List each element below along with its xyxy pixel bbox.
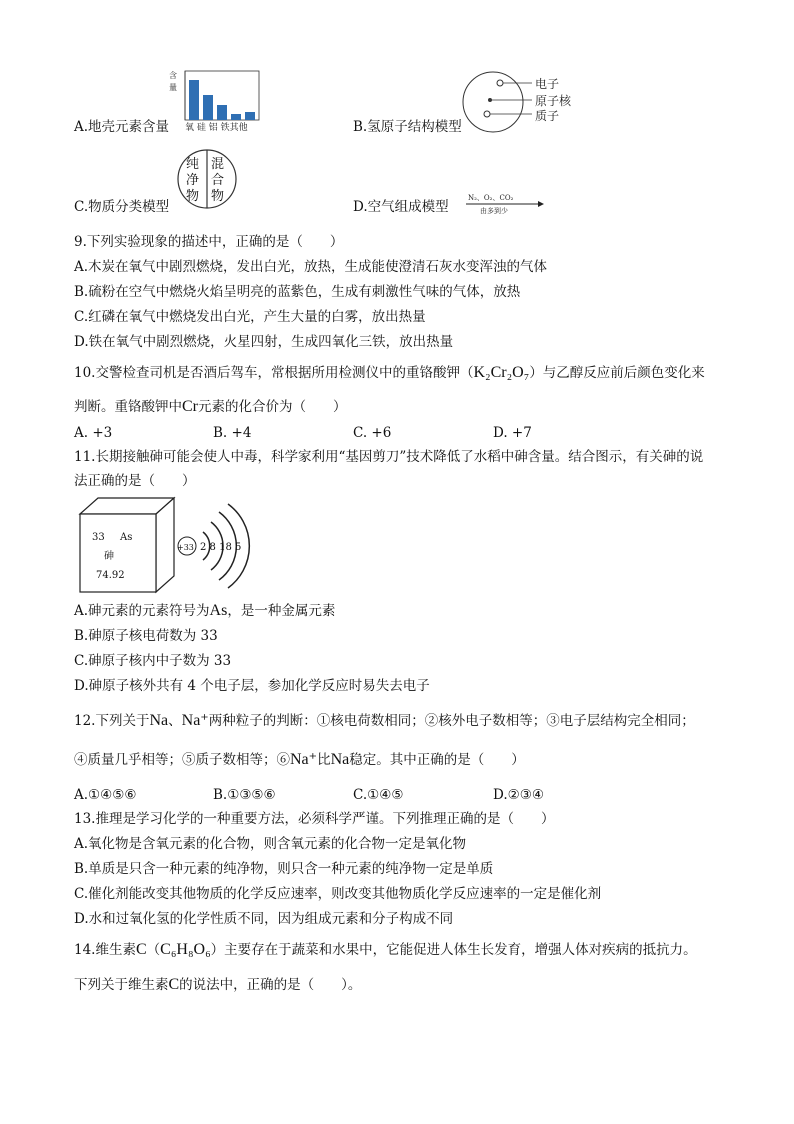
q11-option-d: D.砷原子核外共有 4 个电子层，参加化学反应时易失去电子 xyxy=(74,678,430,694)
chart-xlabel: 氧 硅 铝 铁其他 xyxy=(185,123,248,133)
svg-text:量: 量 xyxy=(169,83,177,92)
q13-option-d: D.水和过氧化氢的化学性质不同，因为组成元素和分子构成不同 xyxy=(74,911,454,927)
arsenic-shell-diagram xyxy=(172,500,252,594)
nucleus-charge: +33 xyxy=(177,543,194,552)
hydrogen-atom-model xyxy=(460,70,580,134)
option-d-label: D.空气组成模型 xyxy=(353,199,449,215)
q10-option-a: A. +3 xyxy=(74,425,113,441)
bar-硅 xyxy=(203,95,213,120)
q12-option-d: D.②③④ xyxy=(493,787,544,803)
q13-stem: 13.推理是学习化学的一种重要方法，必须科学严谨。下列推理正确的是（ ） xyxy=(74,811,555,827)
q14-stem-line2: 下列关于维生素C的说法中，正确的是（ ）。 xyxy=(74,976,362,993)
element-symbol: As xyxy=(120,532,133,543)
q11-option-c: C.砷原子核内中子数为 33 xyxy=(74,653,232,669)
q9-option-a: A.木炭在氧气中剧烈燃烧，发出白光，放热，生成能使澄清石灰水变浑浊的气体 xyxy=(74,259,548,275)
element-name: 砷 xyxy=(104,551,114,562)
air-gases: N₂、O₂、CO₂ xyxy=(468,194,514,202)
q11-stem-line1: 11.长期接触砷可能会使人中毒，科学家利用“基因剪刀”技术降低了水稻中砷含量。结合图示，有关砷的说 xyxy=(74,449,704,465)
svg-text:物: 物 xyxy=(186,189,200,204)
bar-铝 xyxy=(217,105,227,120)
q14-formula: C₆H₈O₆ xyxy=(160,941,211,958)
svg-text:合: 合 xyxy=(211,173,225,188)
option-a-label: A.地壳元素含量 xyxy=(74,119,170,135)
q11-option-b: B.砷原子核电荷数为 33 xyxy=(74,628,218,644)
q12-option-b: B.①③⑤⑥ xyxy=(213,787,276,803)
bar-氧 xyxy=(189,80,199,120)
svg-text:混: 混 xyxy=(211,157,225,172)
q12-option-c: C.①④⑤ xyxy=(353,787,404,803)
q10-option-d: D. +7 xyxy=(493,425,532,441)
q9-option-c: C.红磷在氧气中燃烧发出白光，产生大量的白雾，放出热量 xyxy=(74,309,426,325)
atom-label-nucleus: 原子核 xyxy=(535,94,572,108)
q10-stem-line2: 判断。重铬酸钾中Cr元素的化合价为（ ） xyxy=(74,398,347,415)
atom-label-proton: 质子 xyxy=(535,109,560,123)
arsenic-element-cube xyxy=(78,496,178,596)
air-composition-arrow xyxy=(464,192,544,218)
q9-option-d: D.铁在氧气中剧烈燃烧，火星四射，生成四氧化三铁，放出热量 xyxy=(74,334,454,350)
q12-option-a: A.①④⑤⑥ xyxy=(74,787,137,803)
option-b-label: B.氢原子结构模型 xyxy=(353,119,462,135)
air-order: 由多到少 xyxy=(480,207,508,215)
shell-electrons: 2 8 18 5 xyxy=(200,542,242,553)
chart-ylabel: 含 xyxy=(169,71,177,80)
element-number: 33 xyxy=(92,532,105,543)
bar-其他 xyxy=(245,112,255,120)
svg-text:物: 物 xyxy=(211,189,225,204)
element-mass: 74.92 xyxy=(96,570,125,581)
q9-option-b: B.硫粉在空气中燃烧火焰呈明亮的蓝紫色，生成有刺激性气味的气体，放热 xyxy=(74,284,521,300)
q10-option-c: C. +6 xyxy=(353,425,392,441)
q10-formula: K₂Cr₂O₇ xyxy=(473,364,530,381)
q13-option-a: A.氧化物是含氧元素的化合物，则含氧元素的化合物一定是氧化物 xyxy=(74,836,467,852)
q13-option-c: C.催化剂能改变其他物质的化学反应速率，则改变其他物质化学反应速率的一定是催化剂 xyxy=(74,886,602,902)
atom-label-electron: 电子 xyxy=(535,77,560,91)
q14-stem-line1: 14.维生素C（C₆H₈O₆）主要存在于蔬菜和水果中，它能促进人体生长发育，增强人体对疾病的抵抗力。 xyxy=(74,941,697,958)
matter-classification-model xyxy=(176,148,238,210)
q12-stem-line1: 12.下列关于Na、Na⁺两种粒子的判断：①核电荷数相同；②核外电子数相等；③电子层结构完全相同； xyxy=(74,712,695,729)
q12-stem-line2: ④质量几乎相等；⑤质子数相等；⑥Na⁺比Na稳定。其中正确的是（ ） xyxy=(74,751,525,768)
q9-stem: 9.下列实验现象的描述中，正确的是（ ） xyxy=(74,234,344,250)
svg-text:纯: 纯 xyxy=(186,157,200,172)
q10-stem-line1: 10.交警检查司机是否酒后驾车，常根据所用检测仪中的重铬酸钾（K₂Cr₂O₇）与乙醇反应前后颜色变化来 xyxy=(74,364,705,381)
q11-stem-line2: 法正确的是（ ） xyxy=(74,473,196,489)
q10-option-b: B. +4 xyxy=(213,425,252,441)
option-c-label: C.物质分类模型 xyxy=(74,199,170,215)
svg-text:净: 净 xyxy=(186,173,200,188)
crust-element-chart xyxy=(165,68,265,136)
q13-option-b: B.单质是只含一种元素的纯净物，则只含一种元素的纯净物一定是单质 xyxy=(74,861,494,877)
bar-铁 xyxy=(231,114,241,120)
q11-option-a: A.砷元素的元素符号为As，是一种金属元素 xyxy=(74,602,336,619)
